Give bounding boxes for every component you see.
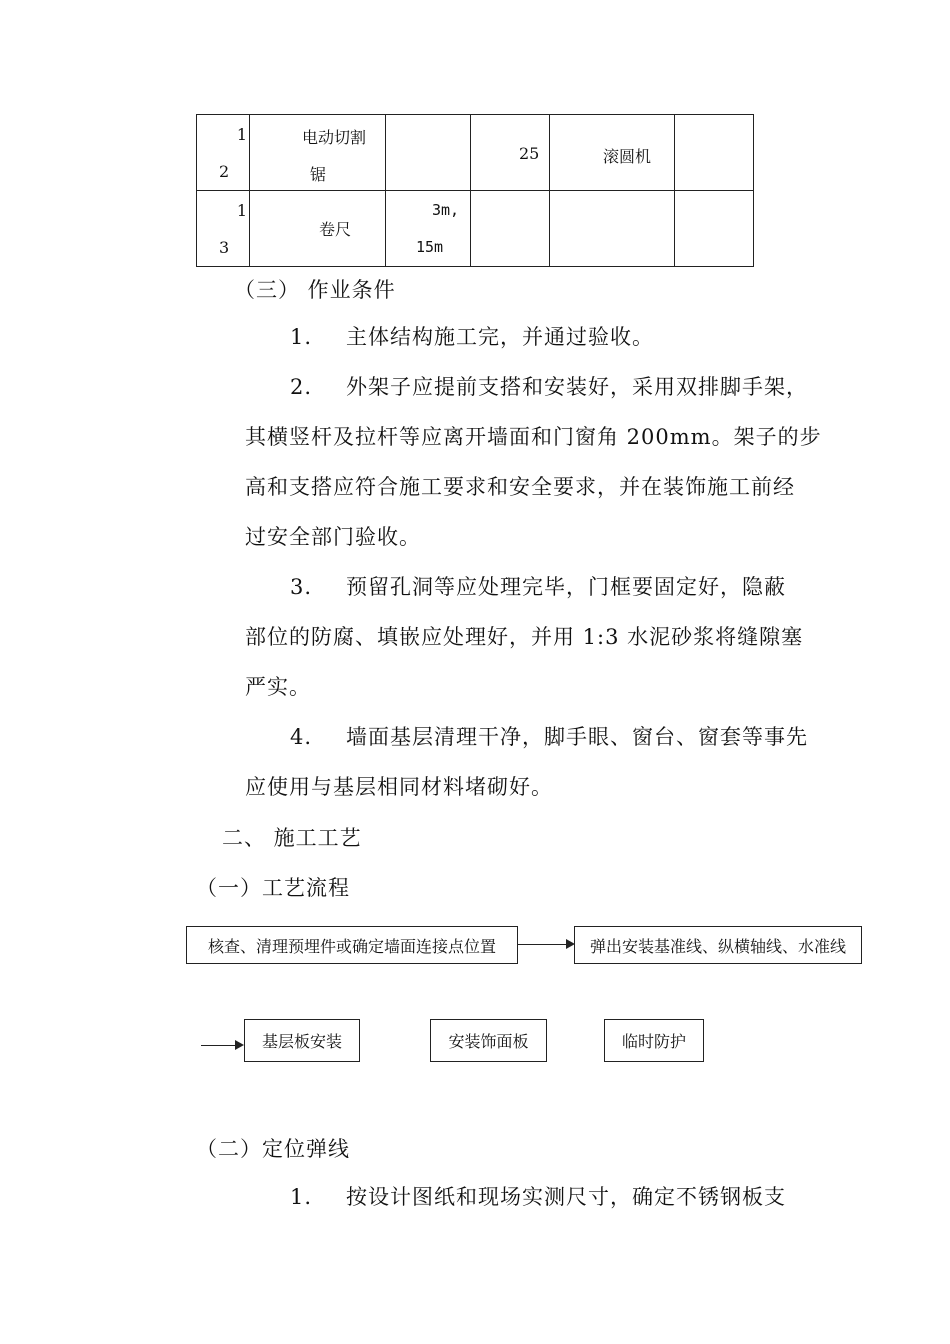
name-part: 电动切割 <box>302 128 367 147</box>
cell-spec <box>386 115 471 191</box>
item-number: 2. <box>290 375 313 399</box>
arrow-line <box>518 944 568 945</box>
flow-step-2: 弹出安装基准线、纵横轴线、水准线 <box>574 926 862 964</box>
cell-number-2 <box>471 191 550 267</box>
cell-number-2 <box>471 115 550 191</box>
name-part: 卷尺 <box>319 220 352 239</box>
table-row <box>197 115 754 191</box>
flow-step-4: 安装饰面板 <box>430 1019 547 1062</box>
number-2-text: 25 <box>519 144 540 163</box>
item-text: 过安全部门验收。 <box>245 525 421 549</box>
item-text: 部位的防腐、填嵌应处理好，并用 1:3 水泥砂浆将缝隙塞 <box>245 625 804 649</box>
sub-heading-flow: （一）工艺流程 <box>196 876 350 900</box>
item-number: 3. <box>290 575 313 599</box>
section-heading-conditions: （三） 作业条件 <box>234 278 396 302</box>
sub-heading-positioning: （二）定位弹线 <box>196 1137 350 1161</box>
item-text: 主体结构施工完，并通过验收。 <box>346 325 654 349</box>
cell-name <box>250 115 386 191</box>
cell-name <box>250 191 386 267</box>
arrow-line <box>201 1045 237 1046</box>
item-text: 应使用与基层相同材料堵砌好。 <box>245 775 553 799</box>
item-text: 预留孔洞等应处理完毕，门框要固定好，隐蔽 <box>346 575 786 599</box>
table-row <box>197 191 754 267</box>
item-text: 高和支搭应符合施工要求和安全要求，并在装饰施工前经 <box>245 475 795 499</box>
name-2-text: 滚圆机 <box>603 147 652 166</box>
item-text: 严实。 <box>245 675 311 699</box>
cell-name-2 <box>550 115 675 191</box>
number-part: 2 <box>219 162 230 181</box>
cell-number <box>197 115 250 191</box>
cell-number <box>197 191 250 267</box>
flow-step-3: 基层板安装 <box>244 1019 360 1062</box>
item-text: 按设计图纸和现场实测尺寸，确定不锈钢板支 <box>346 1185 786 1209</box>
name-part: 锯 <box>310 165 327 184</box>
cell-extra <box>675 115 754 191</box>
item-number: 4. <box>290 725 313 749</box>
cell-extra <box>675 191 754 267</box>
number-part: 1 <box>236 125 247 144</box>
spec-part: 3m, <box>432 201 460 219</box>
equipment-table <box>196 114 754 267</box>
cell-name-2 <box>550 191 675 267</box>
flow-step-1: 核查、清理预埋件或确定墙面连接点位置 <box>186 926 518 964</box>
item-text: 墙面基层清理干净，脚手眼、窗台、窗套等事先 <box>346 725 808 749</box>
arrow-right-icon <box>235 1040 244 1050</box>
section-heading-process: 二、 施工工艺 <box>222 826 362 850</box>
item-text: 其横竖杆及拉杆等应离开墙面和门窗角 200mm。架子的步 <box>245 425 822 449</box>
cell-spec <box>386 191 471 267</box>
flow-step-5: 临时防护 <box>604 1019 704 1062</box>
number-part: 3 <box>219 238 230 257</box>
item-number: 1. <box>290 325 313 349</box>
item-text: 外架子应提前支搭和安装好，采用双排脚手架， <box>346 375 808 399</box>
spec-part: 15m <box>416 238 444 256</box>
item-number: 1. <box>290 1185 313 1209</box>
number-part: 1 <box>236 201 247 220</box>
